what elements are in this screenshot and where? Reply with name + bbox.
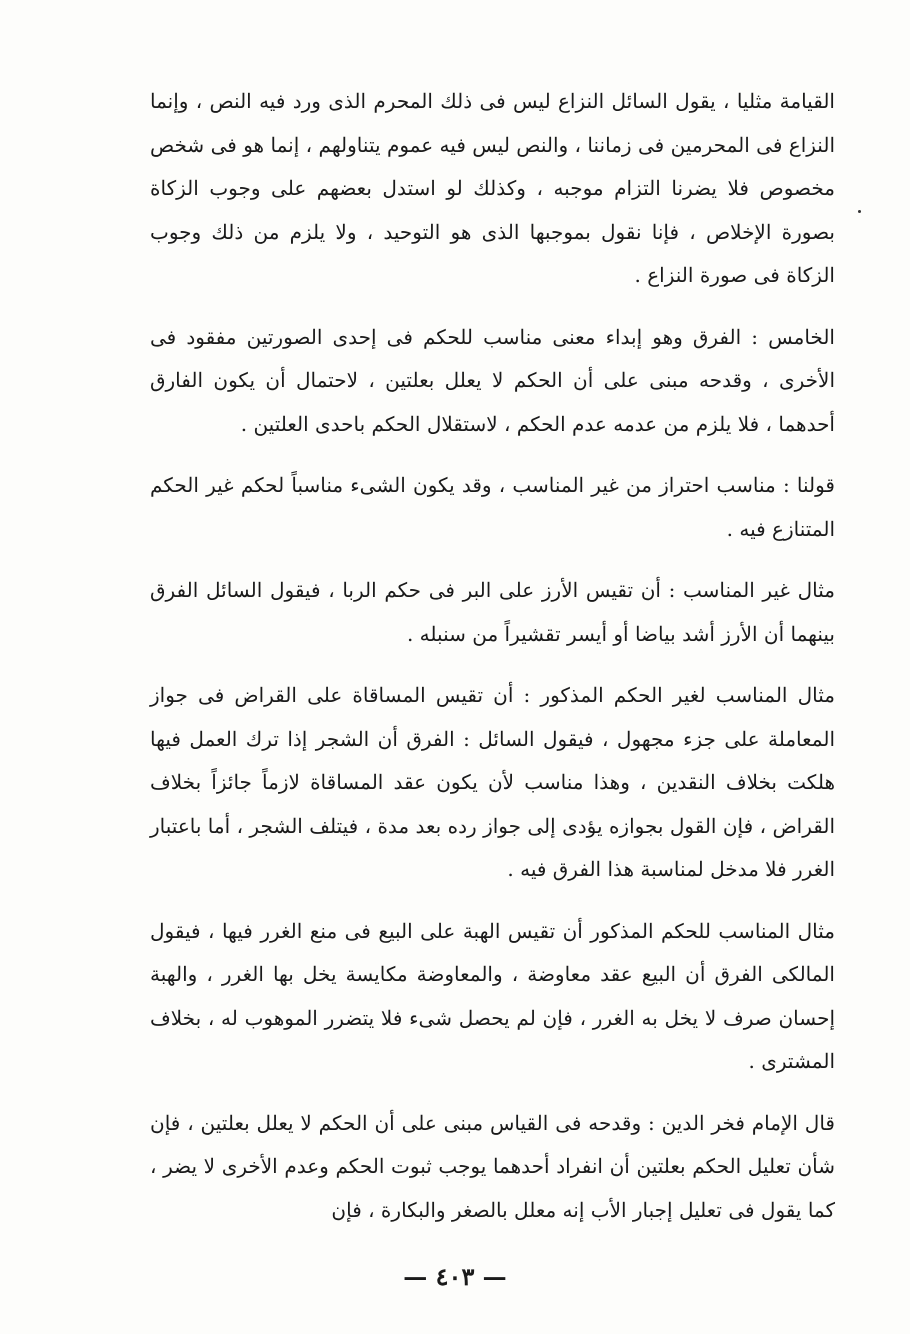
scan-speck xyxy=(858,210,861,213)
paragraph-7: قال الإمام فخر الدين : وقدحه فى القياس مبنى على أن الحكم لا يعلل بعلتين ، فإن شأن تعليل الحكم بعلتين أن انفراد أحدهما يوجب ثبوت الحكم وعدم الأخرى لا يضر ، كما يقول فى تعليل إجبار الأب إنه معلل بالصغر والبكارة ، فإن xyxy=(150,1110,835,1222)
page-body xyxy=(150,80,835,1232)
paragraph-4: مثال غير المناسب : أن تقيس الأرز على البر فى حكم الربا ، فيقول السائل الفرق بينهما أن الأرز أشد بياضا أو أيسر تقشيراً من سنبله . xyxy=(150,578,835,646)
page-number: — ٤٠٣ — xyxy=(403,1262,507,1291)
paragraph-3: قولنا : مناسب احتراز من غير المناسب ، وقد يكون الشىء مناسباً لحكم غير الحكم المتنازع فيه . xyxy=(150,473,835,541)
paragraph-1: القيامة مثليا ، يقول السائل النزاع ليس فى ذلك المحرم الذى ورد فيه النص ، وإنما النزاع فى المحرمين فى زماننا ، والنص ليس فيه عموم يتناولهم ، إنما هو فى شخص مخصوص فلا يضرنا التزام موجبه ، وكذلك لو استدل بعضهم على وجوب الزكاة بصورة الإخلاص ، فإنا نقول بموجبها الذى هو التوحيد ، ولا يلزم من ذلك وجوب الزكاة فى صورة النزاع . xyxy=(150,89,835,287)
paragraph-6: مثال المناسب للحكم المذكور أن تقيس الهبة على البيع فى منع الغرر فيها ، فيقول المالكى الفرق أن البيع عقد معاوضة ، والمعاوضة مكايسة يخل بها الغرر ، والهبة إحسان صرف لا يخل به الغرر ، فإن لم يحصل شىء فلا يتضرر الموهوب له ، بخلاف المشترى . xyxy=(150,918,835,1073)
paragraph-2: الخامس : الفرق وهو إبداء معنى مناسب للحكم فى إحدى الصورتين مفقود فى الأخرى ، وقدحه مبنى على أن الحكم لا يعلل بعلتين ، لاحتمال أن يكون الفارق أحدهما ، فلا يلزم من عدمه عدم الحكم ، لاستقلال الحكم باحدى العلتين . xyxy=(150,324,835,436)
paragraph-5: مثال المناسب لغير الحكم المذكور : أن تقيس المساقاة على القراض فى جواز المعاملة على جزء مجهول ، فيقول السائل : الفرق أن الشجر إذا ترك العمل فيها هلكت بخلاف النقدين ، وهذا مناسب لأن يكون عقد المساقاة لازماً جائزاً بخلاف القراض ، فإن القول بجوازه يؤدى إلى جواز رده بعد مدة ، فيتلف الشجر ، أما باعتبار الغرر فلا مدخل لمناسبة هذا الفرق فيه . xyxy=(150,683,835,881)
